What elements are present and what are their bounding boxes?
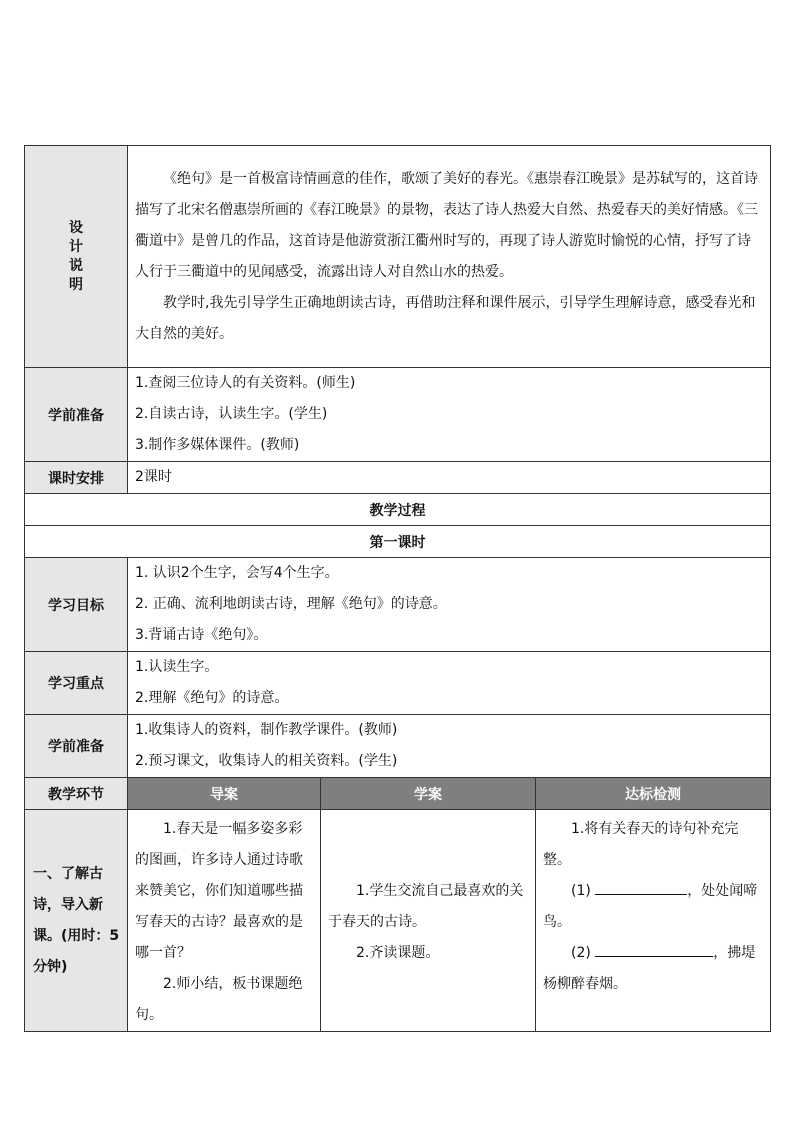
design-label-char: 明	[69, 276, 83, 293]
prep1-item: 2.自读古诗，认读生字。(学生)	[135, 406, 328, 422]
header-study: 学案	[321, 778, 536, 810]
fill-blank-2[interactable]	[595, 940, 713, 957]
check-question-1	[543, 876, 764, 938]
design-row	[25, 146, 771, 368]
prep2-label: 学前准备	[25, 715, 128, 778]
goal-item: 1. 认识2个生字，会写4个生字。	[135, 565, 339, 581]
design-paragraph: 教学时,我先引导学生正确地朗读古诗，再借助注释和课件展示，引导学生理解诗意，感受春光和大自然的美好。	[135, 294, 756, 342]
schedule-label: 课时安排	[25, 462, 128, 494]
step1-study	[321, 810, 536, 1032]
prep1-item: 1.查阅三位诗人的有关资料。(师生)	[135, 375, 356, 391]
check-q1-number: (1)	[571, 883, 591, 899]
step1-check	[536, 810, 771, 1032]
steps-header-row	[25, 778, 771, 810]
prep2-item: 2.预习课文，收集诗人的相关资料。(学生)	[135, 753, 398, 769]
check-q2-text: ，拂堤杨柳醉春烟。	[543, 945, 756, 992]
goal-item: 3.背诵古诗《绝句》。	[135, 627, 268, 643]
step1-row	[25, 810, 771, 1032]
process-title-row	[25, 494, 771, 526]
lesson-plan-table	[24, 145, 771, 1032]
design-label-char: 说	[69, 257, 83, 274]
design-label	[25, 146, 128, 368]
step1-label: 一、了解古诗，导入新课。(用时：5分钟)	[25, 810, 128, 1032]
lesson-title-row	[25, 526, 771, 558]
process-title: 教学过程	[25, 494, 771, 526]
step1-guide	[128, 810, 321, 1032]
lesson-plan-document	[24, 145, 770, 1032]
goals-content	[128, 558, 771, 652]
focus-content	[128, 652, 771, 715]
design-paragraph: 《绝句》是一首极富诗情画意的佳作，歌颂了美好的春光。《惠崇春江晚景》是苏轼写的，这首诗描写了北宋名僧惠崇所画的《春江晚景》的景物，表达了诗人热爱大自然、热爱春天的美好情感。《三衢道中》是曾几的作品，这首诗是他游赏浙江衢州时写的，再现了诗人游览时愉悦的心情，抒写了诗人行于三衢道中的见闻感受，流露出诗人对自然山水的热爱。	[135, 170, 758, 280]
header-guide: 导案	[128, 778, 321, 810]
check-q1-text: ，处处闻啼鸟。	[543, 883, 758, 930]
design-content	[128, 146, 771, 368]
schedule-value: 2课时	[128, 462, 771, 494]
prep1-row	[25, 368, 771, 462]
goals-label: 学习目标	[25, 558, 128, 652]
focus-item: 1.认读生字。	[135, 659, 219, 675]
goals-row	[25, 558, 771, 652]
prep1-item: 3.制作多媒体课件。(教师)	[135, 437, 300, 453]
prep2-content	[128, 715, 771, 778]
prep1-label: 学前准备	[25, 368, 128, 462]
guide-item: 2.师小结，板书课题绝句。	[135, 976, 303, 1023]
focus-row	[25, 652, 771, 715]
focus-label: 学习重点	[25, 652, 128, 715]
study-item: 2.齐读课题。	[356, 945, 440, 961]
guide-item: 1.春天是一幅多姿多彩的图画，许多诗人通过诗歌来赞美它，你们知道哪些描写春天的古诗？最喜欢的是哪一首？	[135, 821, 303, 961]
prep2-row	[25, 715, 771, 778]
design-label-char: 设	[69, 219, 83, 236]
check-question-2	[543, 938, 764, 1000]
check-q2-number: (2)	[571, 945, 591, 961]
header-check: 达标检测	[536, 778, 771, 810]
focus-item: 2.理解《绝句》的诗意。	[135, 690, 289, 706]
design-label-char: 计	[69, 238, 83, 255]
schedule-row	[25, 462, 771, 494]
header-step: 教学环节	[25, 778, 128, 810]
fill-blank-1[interactable]	[595, 878, 687, 895]
goal-item: 2. 正确、流利地朗读古诗，理解《绝句》的诗意。	[135, 596, 447, 612]
prep2-item: 1.收集诗人的资料，制作教学课件。(教师)	[135, 722, 398, 738]
study-item: 1.学生交流自己最喜欢的关于春天的古诗。	[328, 883, 524, 930]
prep1-content	[128, 368, 771, 462]
check-intro: 1.将有关春天的诗句补充完整。	[543, 821, 739, 868]
lesson-title: 第一课时	[25, 526, 771, 558]
